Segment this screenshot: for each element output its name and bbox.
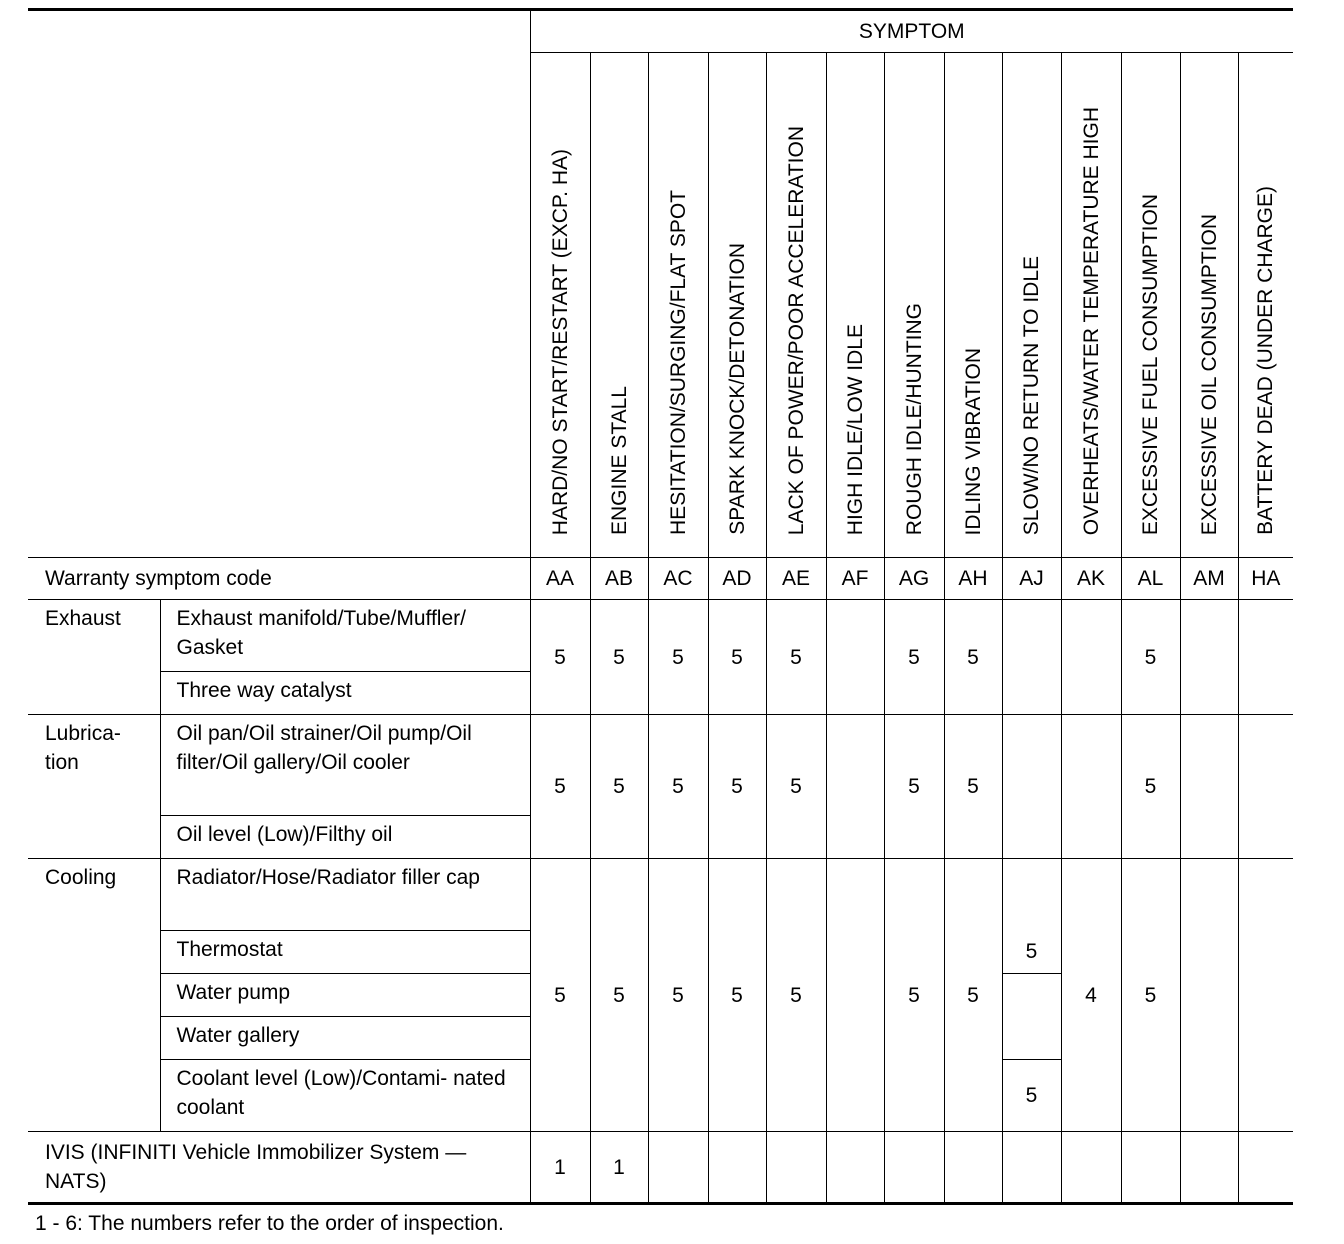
code-ah: AH (944, 558, 1002, 600)
cell-cool-ak: 4 (1061, 859, 1121, 1132)
cell-ivis-al (1121, 1132, 1180, 1204)
cell-cool-aj-coolant: 5 (1002, 1060, 1061, 1132)
item-water-pump: Water pump (160, 974, 530, 1017)
cell-ivis-af (826, 1132, 884, 1204)
cell-cool-ab: 5 (590, 859, 648, 1132)
warranty-code-label: Warranty symptom code (28, 558, 530, 600)
cell-exhaust-ac: 5 (648, 600, 708, 715)
group-lubrication: Lubrica- tion (28, 715, 160, 859)
cell-lub-af (826, 715, 884, 859)
cell-exhaust-ha (1238, 600, 1293, 715)
cell-ivis-ad (708, 1132, 766, 1204)
cell-lub-am (1180, 715, 1238, 859)
cell-ivis-ac (648, 1132, 708, 1204)
cell-cool-aa: 5 (530, 859, 590, 1132)
cell-ivis-aa: 1 (530, 1132, 590, 1204)
group-exhaust: Exhaust (28, 600, 160, 715)
row-ivis-label: IVIS (INFINITI Vehicle Immobilizer System — NATS) (28, 1132, 530, 1204)
code-af: AF (826, 558, 884, 600)
col-header-aa (530, 53, 590, 558)
col-label: EXCESSIVE FUEL CONSUMPTION (1139, 193, 1162, 535)
item-oil-pan: Oil pan/Oil strainer/Oil pump/Oil filter/Oil gallery/Oil cooler (160, 715, 530, 816)
cell-cool-af (826, 859, 884, 1132)
cell-cool-ah: 5 (944, 859, 1002, 1132)
item-coolant-level: Coolant level (Low)/Contami- nated coolant (160, 1060, 530, 1132)
cell-lub-ag: 5 (884, 715, 944, 859)
col-header-af (826, 53, 884, 558)
code-ha: HA (1238, 558, 1293, 600)
item-thermostat: Thermostat (160, 931, 530, 974)
col-header-ak (1061, 53, 1121, 558)
cell-cool-am (1180, 859, 1238, 1132)
cell-exhaust-ae: 5 (766, 600, 826, 715)
cell-cool-ag: 5 (884, 859, 944, 1132)
cell-cool-ac: 5 (648, 859, 708, 1132)
col-header-ac (648, 53, 708, 558)
cell-exhaust-ah: 5 (944, 600, 1002, 715)
cell-lub-aj (1002, 715, 1061, 859)
cell-lub-ad: 5 (708, 715, 766, 859)
col-label: ENGINE STALL (607, 386, 631, 535)
cell-lub-al: 5 (1121, 715, 1180, 859)
col-label: IDLING VIBRATION (961, 347, 985, 535)
cell-lub-ak (1061, 715, 1121, 859)
code-am: AM (1180, 558, 1238, 600)
group-cooling: Cooling (28, 859, 160, 1132)
cell-cool-al: 5 (1121, 859, 1180, 1132)
col-label: ROUGH IDLE/HUNTING (902, 302, 926, 535)
cell-lub-ah: 5 (944, 715, 1002, 859)
cell-exhaust-ad: 5 (708, 600, 766, 715)
footnote: 1 - 6: The numbers refer to the order of inspection. (35, 1212, 504, 1235)
col-header-ah (944, 53, 1002, 558)
col-label: SPARK KNOCK/DETONATION (725, 243, 749, 535)
cell-ivis-aj (1002, 1132, 1061, 1204)
cell-exhaust-aj (1002, 600, 1061, 715)
cell-cool-aj-radiator (1002, 859, 1061, 931)
item-oil-level: Oil level (Low)/Filthy oil (160, 816, 530, 859)
symptom-title: SYMPTOM (530, 10, 1293, 53)
cell-exhaust-al: 5 (1121, 600, 1180, 715)
cell-ivis-ae (766, 1132, 826, 1204)
col-label: HIGH IDLE/LOW IDLE (843, 323, 867, 535)
cell-exhaust-aa: 5 (530, 600, 590, 715)
symptom-table (28, 8, 1293, 1205)
col-label: EXCESSIVE OIL CONSUMPTION (1197, 213, 1221, 535)
cell-exhaust-ab: 5 (590, 600, 648, 715)
cell-cool-ad: 5 (708, 859, 766, 1132)
cell-ivis-ah (944, 1132, 1002, 1204)
cell-exhaust-af (826, 600, 884, 715)
cell-lub-ac: 5 (648, 715, 708, 859)
cell-lub-aa: 5 (530, 715, 590, 859)
cell-exhaust-ag: 5 (884, 600, 944, 715)
col-header-al (1121, 53, 1180, 558)
cell-lub-ha (1238, 715, 1293, 859)
col-header-ha (1238, 53, 1293, 558)
item-three-way-catalyst: Three way catalyst (160, 672, 530, 715)
code-al: AL (1121, 558, 1180, 600)
cell-cool-ha (1238, 859, 1293, 1132)
cell-ivis-ab: 1 (590, 1132, 648, 1204)
col-label: HARD/NO START/RESTART (EXCP. HA) (548, 148, 572, 535)
cell-ivis-ag (884, 1132, 944, 1204)
cell-ivis-ak (1061, 1132, 1121, 1204)
cell-ivis-am (1180, 1132, 1238, 1204)
cell-lub-ab: 5 (590, 715, 648, 859)
col-header-aj (1002, 53, 1061, 558)
cell-exhaust-ak (1061, 600, 1121, 715)
col-header-ad (708, 53, 766, 558)
code-aa: AA (530, 558, 590, 600)
code-ak: AK (1061, 558, 1121, 600)
col-header-ae (766, 53, 826, 558)
cell-ivis-ha (1238, 1132, 1293, 1204)
col-label: HESITATION/SURGING/FLAT SPOT (666, 190, 690, 535)
cell-lub-ae: 5 (766, 715, 826, 859)
col-header-ag (884, 53, 944, 558)
col-label: LACK OF POWER/POOR ACCELERATION (784, 125, 808, 535)
code-ab: AB (590, 558, 648, 600)
item-exhaust-manifold: Exhaust manifold/Tube/Muffler/ Gasket (160, 600, 530, 672)
cell-exhaust-am (1180, 600, 1238, 715)
code-ag: AG (884, 558, 944, 600)
item-water-gallery: Water gallery (160, 1017, 530, 1060)
item-radiator: Radiator/Hose/Radiator filler cap (160, 859, 530, 931)
cell-cool-ae: 5 (766, 859, 826, 1132)
code-aj: AJ (1002, 558, 1061, 600)
code-ac: AC (648, 558, 708, 600)
col-label: SLOW/NO RETURN TO IDLE (1020, 255, 1043, 535)
cell-cool-aj-thermostat: 5 (1002, 931, 1061, 974)
corner-cell (28, 10, 530, 558)
cell-cool-aj-water-pump (1002, 974, 1061, 1017)
cell-cool-aj-water-gallery (1002, 1017, 1061, 1060)
col-label: BATTERY DEAD (UNDER CHARGE) (1254, 186, 1278, 535)
code-ae: AE (766, 558, 826, 600)
code-ad: AD (708, 558, 766, 600)
col-header-ab (590, 53, 648, 558)
col-header-am (1180, 53, 1238, 558)
col-label: OVERHEATS/WATER TEMPERATURE HIGH (1079, 106, 1103, 535)
